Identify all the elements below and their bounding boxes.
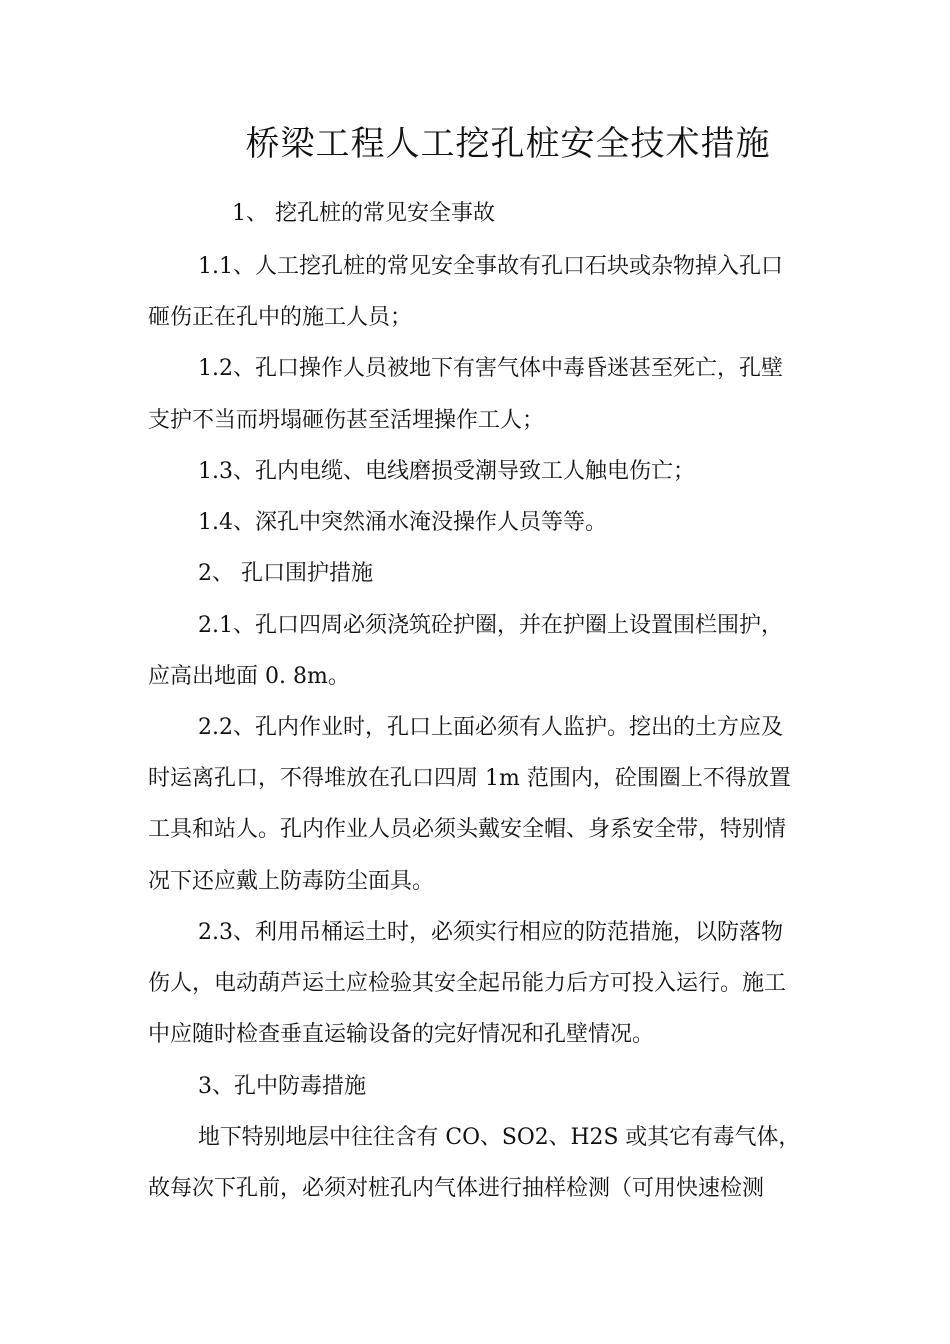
paragraph-line: 中应随时检查垂直运输设备的完好情况和孔壁情况。 <box>148 1022 655 1047</box>
paragraph-line: 2.2、孔内作业时，孔口上面必须有人监护。挖出的土方应及 <box>198 715 783 740</box>
document-title: 桥梁工程人工挖孔桩安全技术措施 <box>245 124 771 164</box>
paragraph-line: 1.2、孔口操作人员被地下有害气体中毒昏迷甚至死亡，孔壁 <box>198 356 783 381</box>
paragraph-line: 故每次下孔前，必须对桩孔内气体进行抽样检测（可用快速检测 <box>148 1176 765 1201</box>
paragraph-line: 2.1、孔口四周必须浇筑砼护圈，并在护圈上设置围栏围护， <box>198 613 783 638</box>
paragraph-line: 砸伤正在孔中的施工人员； <box>148 305 413 330</box>
paragraph-line: 工具和站人。孔内作业人员必须头戴安全帽、身系安全带，特别情 <box>148 817 787 842</box>
paragraph-line: 支护不当而坍塌砸伤甚至活埋操作工人； <box>148 408 545 433</box>
paragraph-line: 地下特别地层中往往含有 CO、SO2、H2S 或其它有毒气体， <box>198 1125 801 1150</box>
paragraph-line: 应高出地面 0. 8m。 <box>148 664 350 689</box>
paragraph-line: 1.3、孔内电缆、电线磨损受潮导致工人触电伤亡； <box>198 459 695 484</box>
section-heading-2: 2、 孔口围护措施 <box>198 561 373 586</box>
paragraph-line: 况下还应戴上防毒防尘面具。 <box>148 869 435 894</box>
paragraph-line: 时运离孔口，不得堆放在孔口四周 1m 范围内，砼围圈上不得放置 <box>148 766 791 791</box>
paragraph-line: 1.4、深孔中突然涌水淹没操作人员等等。 <box>198 510 607 535</box>
paragraph-line: 1.1、人工挖孔桩的常见安全事故有孔口石块或杂物掉入孔口 <box>198 254 783 279</box>
section-heading-1: 1、 挖孔桩的常见安全事故 <box>232 201 495 226</box>
section-heading-3: 3、孔中防毒措施 <box>198 1074 366 1099</box>
paragraph-line: 伤人，电动葫芦运土应检验其安全起吊能力后方可投入运行。施工 <box>148 971 787 996</box>
paragraph-line: 2.3、利用吊桶运土时，必须实行相应的防范措施，以防落物 <box>198 920 783 945</box>
